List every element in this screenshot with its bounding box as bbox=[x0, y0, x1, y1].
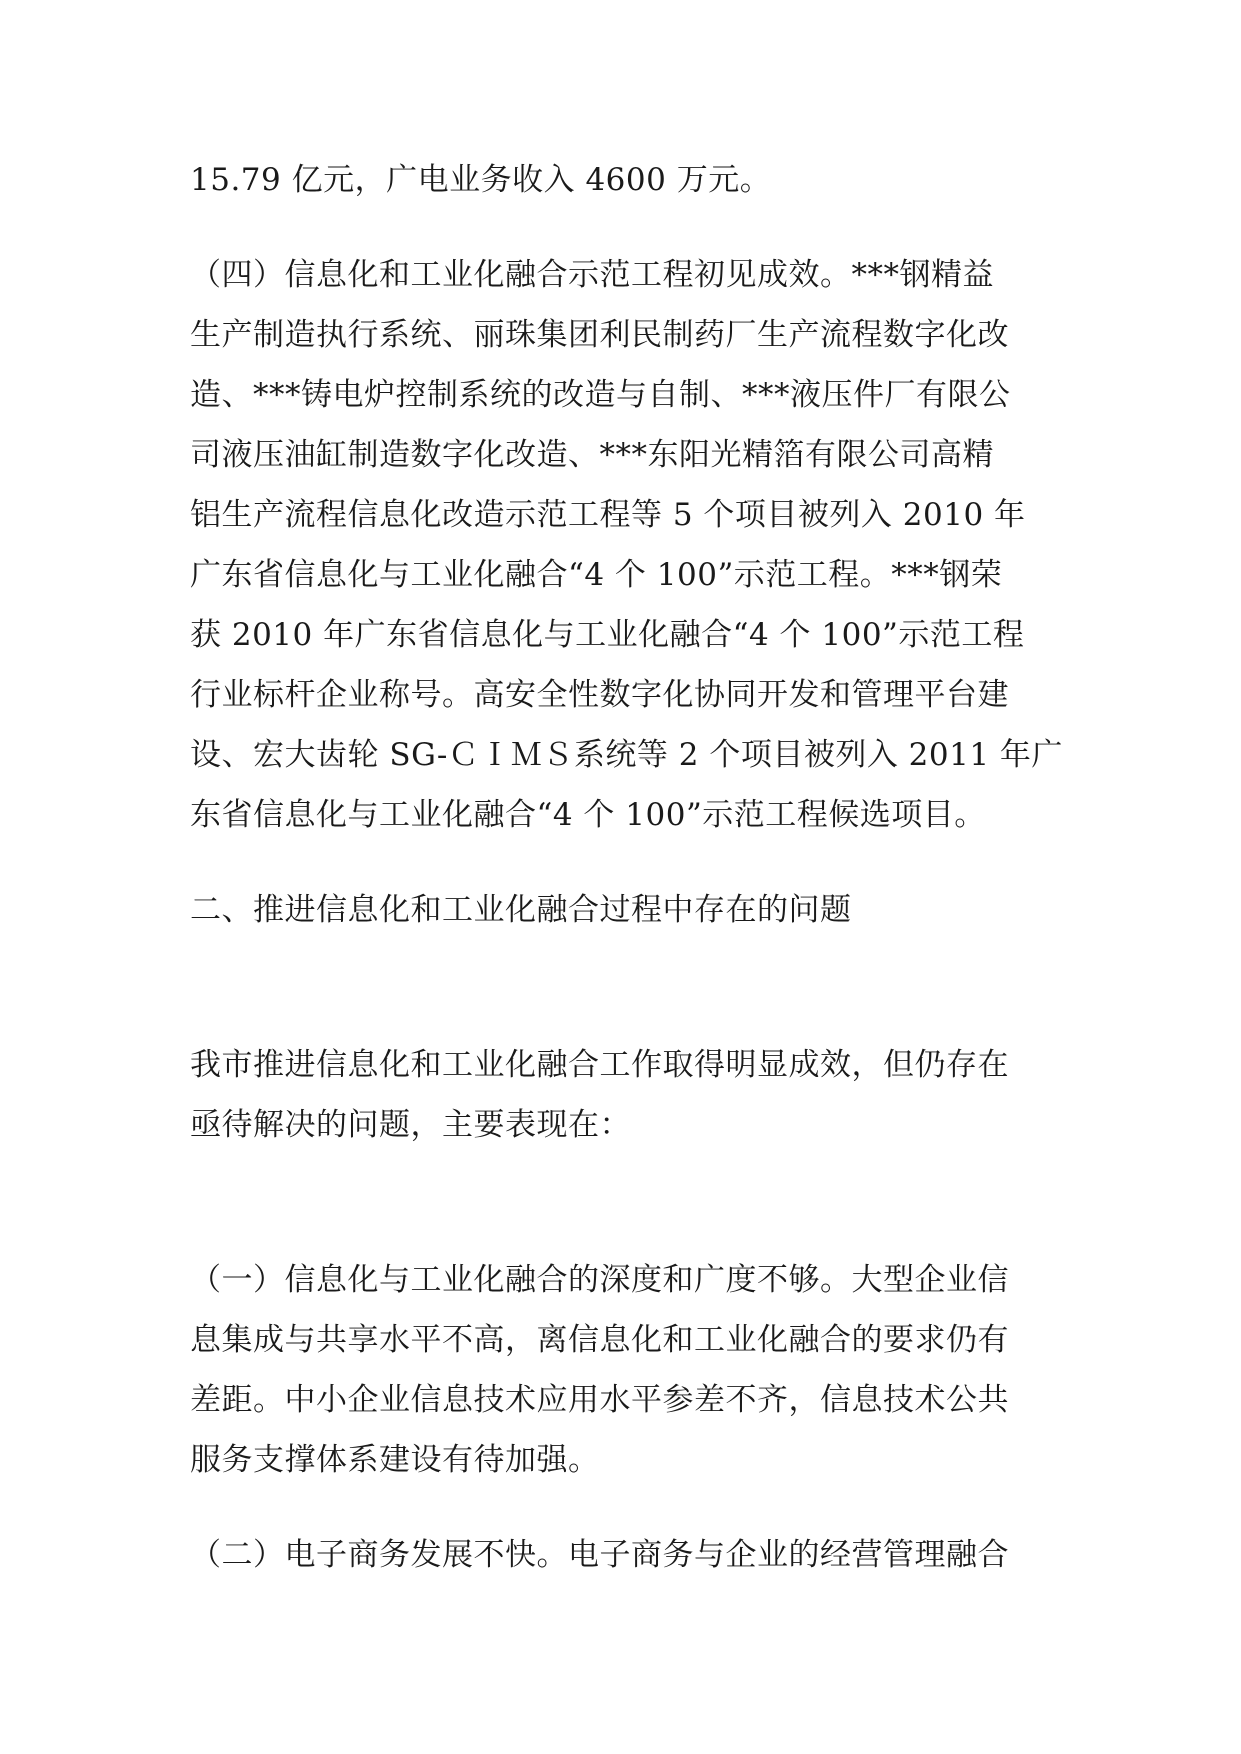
text-line: 广东省信息化与工业化融合“4 个 100”示范工程。***钢荣 bbox=[190, 557, 1003, 593]
text-line: 造、***铸电炉控制系统的改造与自制、***液压件厂有限公 bbox=[190, 377, 1011, 413]
text-line: 设、宏大齿轮 SG-ＣＩＭＳ系统等 2 个项目被列入 2011 年广 bbox=[190, 737, 1063, 773]
text-line: 差距。中小企业信息技术应用水平参差不齐，信息技术公共 bbox=[190, 1382, 1009, 1418]
text-line: （二）电子商务发展不快。电子商务与企业的经营管理融合 bbox=[190, 1537, 1009, 1573]
text-line: 东省信息化与工业化融合“4 个 100”示范工程候选项目。 bbox=[190, 797, 986, 833]
text-line: 生产制造执行系统、丽珠集团利民制药厂生产流程数字化改 bbox=[190, 317, 1009, 353]
text-line: 铝生产流程信息化改造示范工程等 5 个项目被列入 2010 年 bbox=[190, 497, 1026, 533]
text-line: 亟待解决的问题，主要表现在： bbox=[190, 1107, 631, 1143]
text-line: 息集成与共享水平不高，离信息化和工业化融合的要求仍有 bbox=[190, 1322, 1009, 1358]
text-line: 行业标杆企业称号。高安全性数字化协同开发和管理平台建 bbox=[190, 677, 1009, 713]
text-line: （四）信息化和工业化融合示范工程初见成效。***钢精益 bbox=[190, 257, 994, 293]
text-line: 服务支撑体系建设有待加强。 bbox=[190, 1442, 600, 1478]
text-line: （一）信息化与工业化融合的深度和广度不够。大型企业信 bbox=[190, 1262, 1009, 1298]
section-heading: 二、推进信息化和工业化融合过程中存在的问题 bbox=[190, 892, 852, 928]
text-line: 司液压油缸制造数字化改造、***东阳光精箔有限公司高精 bbox=[190, 437, 994, 473]
text-line: 15.79 亿元，广电业务收入 4600 万元。 bbox=[190, 162, 772, 198]
text-line: 我市推进信息化和工业化融合工作取得明显成效，但仍存在 bbox=[190, 1047, 1009, 1083]
text-line: 获 2010 年广东省信息化与工业化融合“4 个 100”示范工程 bbox=[190, 617, 1025, 653]
